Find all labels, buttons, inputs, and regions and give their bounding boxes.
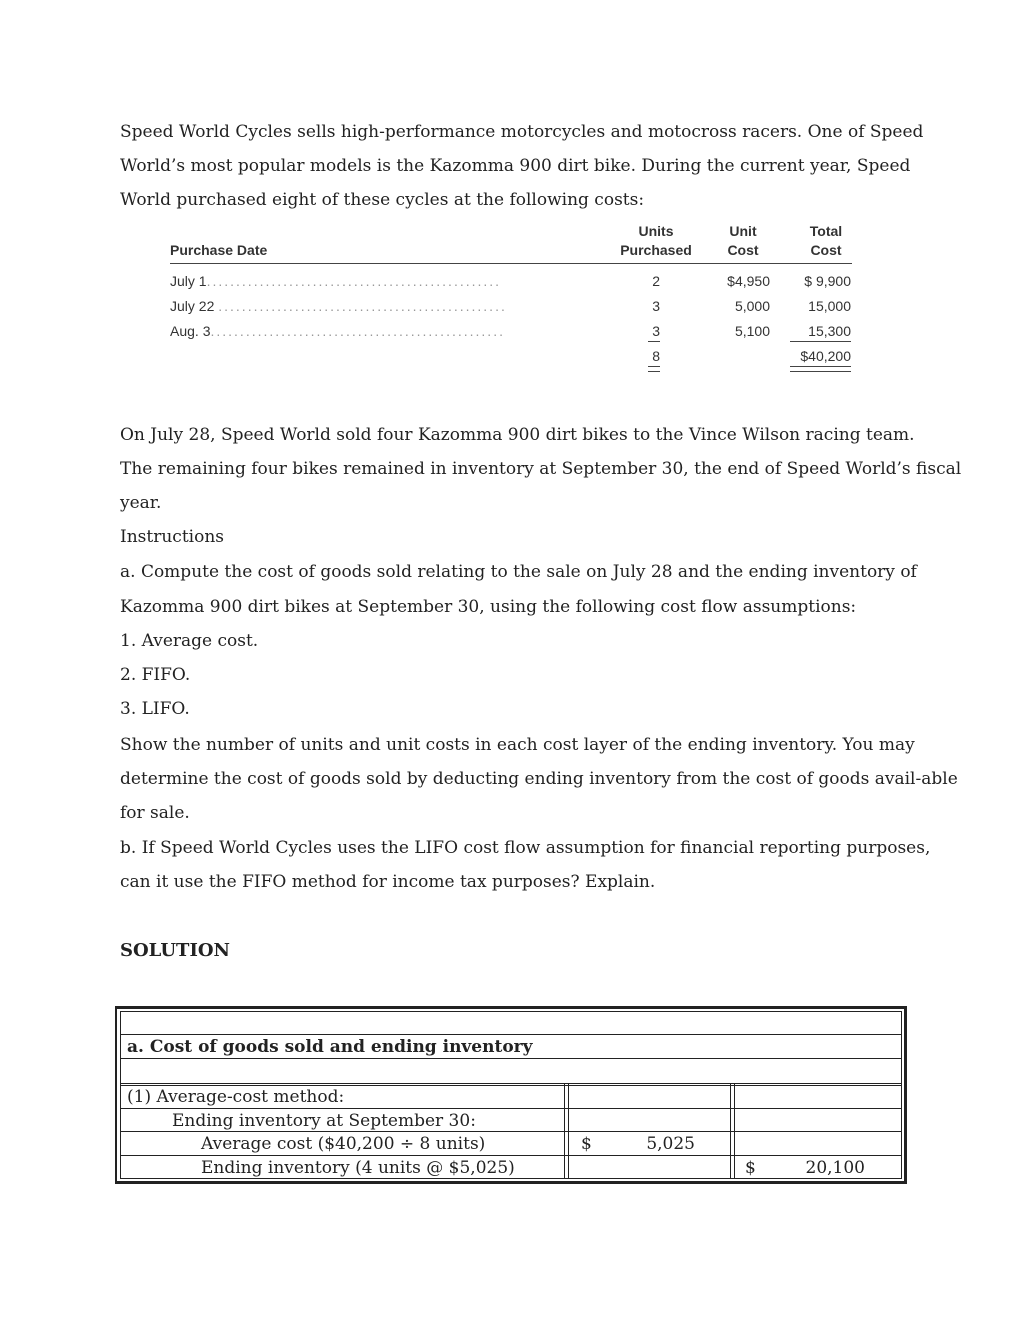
ending-inventory-label: Ending inventory at September 30: [172, 1111, 476, 1131]
total-subtotal-rule [790, 341, 851, 342]
ending-inventory-calc-label: Ending inventory (4 units @ $5,025) [201, 1158, 515, 1178]
header-unit-cost-line1: Unit [729, 223, 757, 239]
header-purchase-date: Purchase Date [170, 242, 268, 258]
sale-line-3: year. [120, 493, 162, 513]
show-line-3: for sale. [120, 803, 190, 823]
purchase-row: July 1.................................................. 2 $4,950 $ 9,900 [170, 273, 851, 289]
method-label: (1) Average-cost method: [127, 1087, 345, 1107]
method-item-2: 2. FIFO. [120, 665, 191, 685]
show-line-1: Show the number of units and unit costs in each cost layer of the ending inventory. You may [120, 735, 915, 755]
method-item-3: 3. LIFO. [120, 699, 190, 719]
purchase-date: July 22 [170, 298, 215, 314]
total-units: 8 [652, 348, 660, 364]
purchase-units: 2 [652, 273, 660, 289]
average-cost-currency: $ [581, 1134, 592, 1154]
intro-line-3: World purchased eight of these cycles at the following costs: [120, 190, 645, 210]
sale-line-2: The remaining four bikes remained in inventory at September 30, the end of Speed World’s fiscal [120, 459, 962, 479]
purchase-row: Aug. 3.................................................. 3 5,100 15,300 [170, 323, 851, 339]
units-double-rule [648, 366, 660, 372]
purchase-units: 3 [652, 298, 660, 314]
grand-total: $40,200 [800, 348, 851, 364]
instruction-a-line-2: Kazomma 900 dirt bikes at September 30, using the following cost flow assumptions: [120, 597, 857, 617]
header-rule [170, 263, 852, 264]
instruction-b-line-1: b. If Speed World Cycles uses the LIFO cost flow assumption for financial reporting purposes, [120, 838, 931, 858]
solution-table [115, 1006, 907, 1186]
header-unit-cost-line2: Cost [727, 242, 759, 258]
instruction-a-line-1: a. Compute the cost of goods sold relating to the sale on July 28 and the ending inventory of [120, 562, 917, 582]
average-cost-value: 5,025 [646, 1134, 695, 1154]
header-total-line2: Cost [810, 242, 842, 258]
purchase-date: July 1 [170, 273, 207, 289]
purchase-date: Aug. 3 [170, 323, 211, 339]
units-subtotal-rule [648, 341, 660, 342]
purchase-units: 3 [652, 323, 660, 339]
ending-inventory-currency: $ [745, 1158, 756, 1178]
purchase-unit-cost: $4,950 [727, 273, 770, 289]
sale-line-1: On July 28, Speed World sold four Kazomma 900 dirt bikes to the Vince Wilson racing team. [120, 425, 915, 445]
instructions-heading: Instructions [120, 527, 224, 547]
ending-inventory-value: 20,100 [805, 1158, 865, 1178]
intro-line-1: Speed World Cycles sells high-performance motorcycles and motocross racers. One of Speed [120, 122, 924, 142]
total-double-rule [790, 366, 851, 372]
purchase-total-row [170, 346, 860, 366]
purchase-total: 15,300 [808, 323, 851, 339]
header-units-line1: Units [638, 223, 674, 239]
solution-heading: SOLUTION [120, 940, 230, 961]
instruction-b-line-2: can it use the FIFO method for income tax purposes? Explain. [120, 872, 656, 892]
intro-line-2: World’s most popular models is the Kazomma 900 dirt bike. During the current year, Speed [120, 156, 911, 176]
average-cost-label: Average cost ($40,200 ÷ 8 units) [201, 1134, 486, 1154]
header-units-line2: Purchased [620, 242, 692, 258]
section-title: a. Cost of goods sold and ending inventory [127, 1037, 533, 1057]
header-total-line1: Total [809, 223, 843, 239]
purchases-table [170, 220, 860, 380]
method-item-1: 1. Average cost. [120, 631, 259, 651]
purchase-unit-cost: 5,000 [734, 298, 770, 314]
purchase-row: July 22 ................................................. 3 5,000 15,000 [170, 298, 851, 314]
show-line-2: determine the cost of goods sold by deducting ending inventory from the cost of goods avail-able [120, 769, 958, 789]
purchase-total: $ 9,900 [804, 273, 851, 289]
purchase-total: 15,000 [808, 298, 851, 314]
purchase-unit-cost: 5,100 [734, 323, 770, 339]
